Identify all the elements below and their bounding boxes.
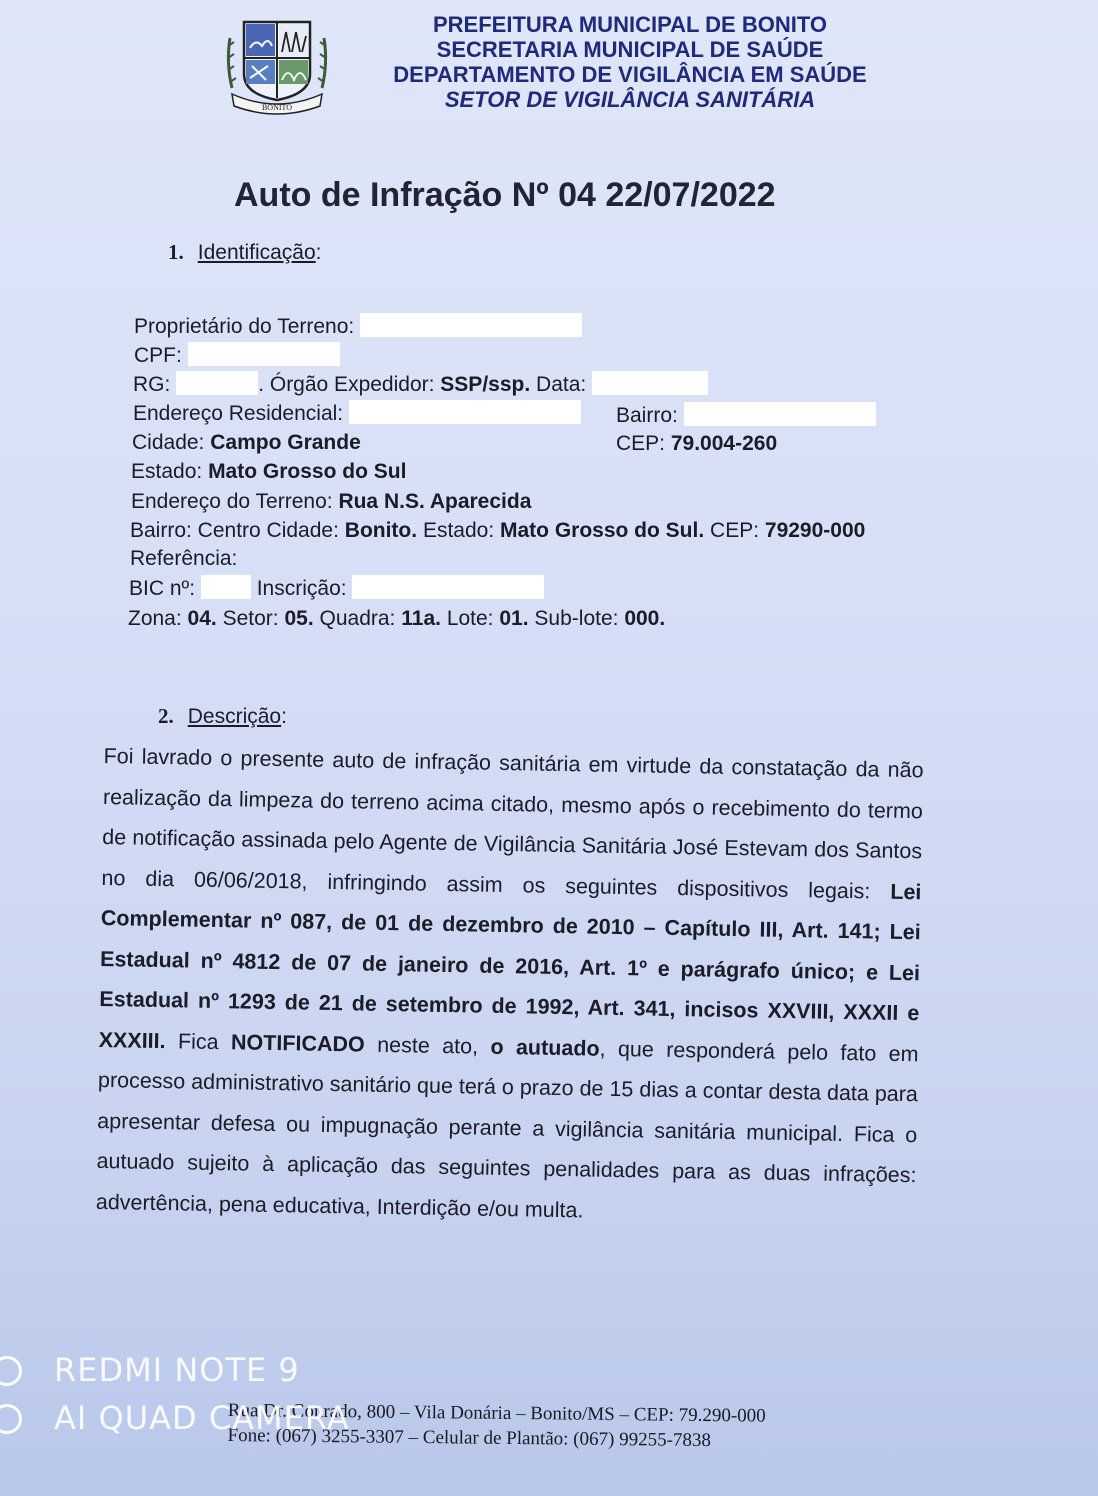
cep-label: CEP: bbox=[616, 432, 666, 455]
orgao-value: SSP/ssp. bbox=[440, 373, 531, 396]
cep-terreno-value: 79290-000 bbox=[764, 519, 866, 542]
description-text-3: neste ato, bbox=[376, 1032, 479, 1059]
description-legal-citations: Lei Complementar nº 087, de 01 de dezembro de 2010 – Capítulo III, Art. 141; Lei Estadual nº 4812 de 07 de janeiro de 2016, Art. 1º e parágrafo único; e Lei Estadual nº 1293 de 21 de setembro de 1992, Art. 341, incisos XXVIII, XXXII e XXXIII. bbox=[98, 879, 922, 1053]
watermark-model: REDMI NOTE 9 bbox=[54, 1351, 300, 1389]
cep-terreno-label: CEP: bbox=[710, 519, 760, 542]
camera-watermark bbox=[0, 1348, 350, 1444]
section-2-title: Descrição bbox=[187, 705, 282, 728]
zona-value: 04. bbox=[187, 607, 217, 630]
header-line-setor: SETOR DE VIGILÂNCIA SANITÁRIA bbox=[444, 87, 816, 112]
sublote-value: 000. bbox=[624, 607, 666, 630]
cpf-label: CPF: bbox=[134, 344, 182, 367]
bairro-terreno-label: Bairro: Centro Cidade: bbox=[130, 519, 339, 542]
cidade-value: Campo Grande bbox=[210, 431, 361, 454]
section-2-number: 2. bbox=[158, 704, 174, 728]
cidade-label: Cidade: bbox=[132, 431, 205, 454]
estado-value: Mato Grosso do Sul bbox=[208, 460, 407, 483]
watermark-camera: AI QUAD CAMERA bbox=[54, 1399, 350, 1437]
inscricao-label: Inscrição: bbox=[256, 577, 347, 600]
estado-label: Estado: bbox=[131, 460, 203, 483]
header-line-prefeitura: PREFEITURA MUNICIPAL DE BONITO bbox=[433, 12, 827, 37]
section-1-heading bbox=[168, 240, 322, 265]
rg-label: RG: bbox=[133, 373, 171, 396]
description-text-1: Foi lavrado o presente auto de infração sanitária em virtude da constatação da não realização da limpeza do terreno acima citado, mesmo após o recebimento do termo de notificação assinada pelo Agente de Vigilância Sanitária José Estevam dos Santos no dia 06/06/2018, infringindo assim os seguintes dispositivos legais: bbox=[101, 743, 924, 903]
endereco-residencial-label: Endereço Residencial: bbox=[133, 402, 344, 425]
description-text-2: Fica bbox=[177, 1028, 219, 1054]
cidade-terreno-value: Bonito. bbox=[344, 519, 418, 542]
footer-line-phone: Fone: (067) 3255-3307 – Celular de Plantão: (067) 99255-7838 bbox=[227, 1424, 712, 1452]
quadra-label: Quadra: bbox=[319, 607, 396, 630]
referencia-label: Referência: bbox=[130, 547, 238, 570]
lote-value: 01. bbox=[499, 607, 529, 630]
field-rg bbox=[133, 371, 708, 398]
field-zona bbox=[128, 606, 665, 632]
footer-line-address: Rua Dr. Conrado, 800 – Vila Donária – Bonito/MS – CEP: 79.290-000 bbox=[227, 1399, 766, 1427]
endereco-terreno-value: Rua N.S. Aparecida bbox=[338, 490, 532, 513]
redacted-data bbox=[592, 371, 708, 395]
field-endereco-terreno bbox=[131, 489, 531, 515]
field-estado bbox=[131, 459, 406, 485]
estado-terreno-value: Mato Grosso do Sul. bbox=[500, 519, 705, 542]
redacted-bairro bbox=[684, 402, 876, 426]
description-notificado: NOTIFICADO bbox=[230, 1029, 366, 1057]
description-paragraph bbox=[96, 736, 924, 1236]
redacted-rg bbox=[176, 371, 258, 395]
field-bairro-terreno bbox=[130, 518, 865, 544]
field-cidade bbox=[132, 430, 361, 456]
bairro-label: Bairro: bbox=[616, 404, 678, 427]
redacted-endereco bbox=[349, 400, 581, 424]
section-2-colon: : bbox=[281, 705, 287, 728]
section-1-number: 1. bbox=[168, 240, 184, 264]
setor-value: 05. bbox=[284, 607, 314, 630]
field-endereco-residencial bbox=[133, 400, 581, 427]
field-bairro bbox=[616, 402, 876, 429]
zona-label: Zona: bbox=[128, 607, 182, 630]
watermark-line-1 bbox=[0, 1348, 350, 1396]
crest-label: BONITO bbox=[261, 103, 293, 112]
proprietario-label: Proprietário do Terreno: bbox=[134, 315, 355, 338]
watermark-circle-icon bbox=[0, 1356, 22, 1386]
description-autuado: o autuado bbox=[490, 1034, 600, 1061]
quadra-value: 11a. bbox=[401, 607, 441, 630]
sublote-label: Sub-lote: bbox=[534, 607, 619, 630]
municipal-crest-icon bbox=[222, 18, 332, 120]
header-block bbox=[380, 12, 880, 112]
header-line-secretaria: SECRETARIA MUNICIPAL DE SAÚDE bbox=[436, 37, 824, 62]
field-cpf bbox=[134, 342, 340, 369]
field-cep bbox=[616, 431, 777, 457]
redacted-cpf bbox=[188, 342, 340, 366]
watermark-circle-icon bbox=[0, 1404, 22, 1434]
section-1-title: Identificação bbox=[197, 241, 316, 264]
cep-value: 79.004-260 bbox=[670, 432, 778, 455]
header-line-departamento: DEPARTAMENTO DE VIGILÂNCIA EM SAÚDE bbox=[393, 62, 867, 87]
description-text-4: , que responderá pelo fato em processo administrativo sanitário que terá o prazo de 15 dias a contar desta data para apresentar defesa ou impugnação perante a vigilância sanitária municipal. Fica o autuado sujeito à aplicação das seguintes penalidades para as duas infrações: advertência, pena educativa, Interdição e/ou multa. bbox=[95, 1036, 919, 1222]
section-2-heading bbox=[158, 704, 287, 729]
setor-label: Setor: bbox=[222, 607, 279, 630]
field-referencia bbox=[130, 546, 237, 572]
document-title: Auto de Infração Nº 04 22/07/2022 bbox=[234, 176, 776, 214]
redacted-inscricao bbox=[352, 575, 544, 599]
endereco-terreno-label: Endereço do Terreno: bbox=[131, 490, 333, 513]
estado-terreno-label: Estado: bbox=[422, 519, 495, 542]
watermark-line-2 bbox=[0, 1396, 350, 1444]
bic-label: BIC nº: bbox=[129, 577, 196, 600]
field-proprietario bbox=[134, 313, 582, 340]
redacted-bic bbox=[201, 575, 251, 599]
field-bic bbox=[129, 575, 544, 602]
data-label: Data: bbox=[536, 373, 587, 396]
orgao-label: . Órgão Expedidor: bbox=[258, 373, 435, 396]
lote-label: Lote: bbox=[446, 607, 494, 630]
redacted-proprietario bbox=[360, 313, 582, 337]
section-1-colon: : bbox=[315, 241, 322, 264]
